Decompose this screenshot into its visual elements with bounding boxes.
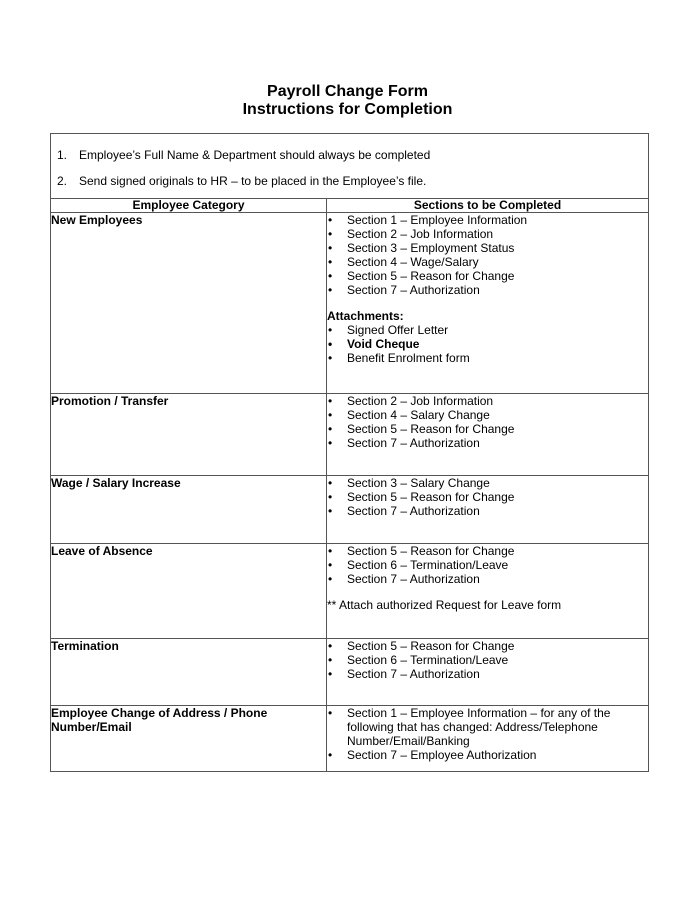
list-item: • Signed Offer Letter xyxy=(327,323,648,337)
list-item: • Benefit Enrolment form xyxy=(327,351,648,365)
attachments-heading: Attachments: xyxy=(327,309,404,323)
list-item: • Section 4 – Salary Change xyxy=(327,408,648,422)
general-instructions xyxy=(51,134,649,199)
list-item: • Section 7 – Authorization xyxy=(327,667,648,681)
list-item: • Section 5 – Reason for Change xyxy=(327,639,648,653)
category-cell: Leave of Absence xyxy=(51,544,327,639)
list-item: • Section 5 – Reason for Change xyxy=(327,269,648,283)
form-title: Payroll Change Form xyxy=(267,83,428,100)
sections-list xyxy=(327,213,648,297)
sections-list xyxy=(327,394,648,450)
instruction-text: Send signed originals to HR – to be placed in the Employee’s file. xyxy=(79,174,427,188)
category-cell: Wage / Salary Increase xyxy=(51,476,327,544)
instruction-number: 1. xyxy=(57,148,68,162)
category-cell: Promotion / Transfer xyxy=(51,394,327,476)
leave-form-note: ** Attach authorized Request for Leave form xyxy=(327,598,562,612)
list-item: • Section 2 – Job Information xyxy=(327,227,648,241)
list-item: • Section 6 – Termination/Leave xyxy=(327,558,648,572)
header-employee-category: Employee Category xyxy=(51,199,327,213)
list-item: • Section 5 – Reason for Change xyxy=(327,490,648,504)
category-cell: Termination xyxy=(51,639,327,706)
table-row xyxy=(51,213,649,394)
header-sections: Sections to be Completed xyxy=(327,199,649,213)
table-row xyxy=(51,476,649,544)
list-item: • Section 7 – Authorization xyxy=(327,436,648,450)
list-item: • Void Cheque xyxy=(327,337,648,351)
list-item: • Section 7 – Employee Authorization xyxy=(327,748,648,762)
instruction-number: 2. xyxy=(57,174,68,188)
instruction-item xyxy=(57,174,426,188)
table-row xyxy=(51,394,649,476)
list-item: • Section 3 – Salary Change xyxy=(327,476,648,490)
instruction-text: Employee’s Full Name & Department should always be completed xyxy=(79,148,431,162)
sections-list xyxy=(327,639,648,681)
list-item: • Section 7 – Authorization xyxy=(327,283,648,297)
list-item: • Section 1 – Employee Information xyxy=(327,213,648,227)
list-item: • Section 5 – Reason for Change xyxy=(327,422,648,436)
list-item: • Section 4 – Wage/Salary xyxy=(327,255,648,269)
sections-list xyxy=(327,476,648,518)
category-cell: Employee Change of Address / Phone Number/Email xyxy=(51,706,327,772)
sections-cell xyxy=(327,394,649,476)
list-item: • Section 1 – Employee Information – for any of the following that has changed: Address/Telephone Number/Email/Banking xyxy=(327,706,648,748)
list-item: • Section 3 – Employment Status xyxy=(327,241,648,255)
list-item: • Section 7 – Authorization xyxy=(327,504,648,518)
sections-list xyxy=(327,706,648,762)
form-subtitle: Instructions for Completion xyxy=(242,101,453,118)
table-row xyxy=(51,639,649,706)
sections-cell xyxy=(327,544,649,639)
sections-cell xyxy=(327,213,649,394)
sections-cell xyxy=(327,639,649,706)
instructions-table xyxy=(50,133,649,772)
attachments-list xyxy=(327,323,648,365)
table-row xyxy=(51,544,649,639)
table-row xyxy=(51,706,649,772)
sections-cell xyxy=(327,476,649,544)
list-item: • Section 7 – Authorization xyxy=(327,572,648,586)
list-item: • Section 5 – Reason for Change xyxy=(327,544,648,558)
instruction-item xyxy=(57,148,430,162)
category-cell: New Employees xyxy=(51,213,327,394)
sections-cell xyxy=(327,706,649,772)
sections-list xyxy=(327,544,648,586)
list-item: • Section 2 – Job Information xyxy=(327,394,648,408)
list-item: • Section 6 – Termination/Leave xyxy=(327,653,648,667)
